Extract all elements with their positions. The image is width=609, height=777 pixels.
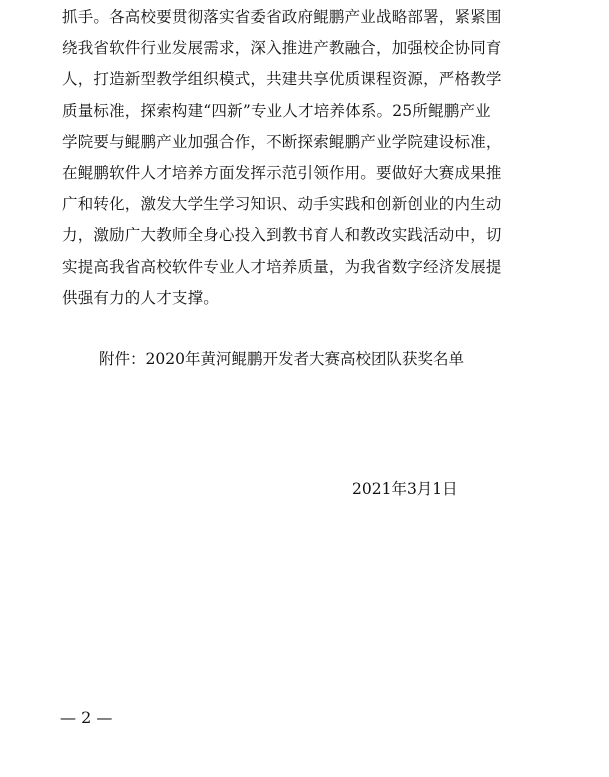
body-paragraph bbox=[62, 2, 562, 314]
body-line: 力，激励广大教师全身心投入到教书育人和教改实践活动中，切 bbox=[62, 226, 502, 245]
body-line: 实提高我省高校软件专业人才培养质量，为我省数字经济发展提 bbox=[62, 257, 502, 276]
body-line: 绕我省软件行业发展需求，深入推进产教融合，加强校企协同育 bbox=[62, 39, 502, 58]
body-line: 抓手。各高校要贯彻落实省委省政府鲲鹏产业战略部署，紧紧围 bbox=[62, 8, 502, 26]
page-number: — 2 — bbox=[60, 708, 113, 727]
body-line: 质量标准，探索构建“四新”专业人才培养体系。25所鲲鹏产业 bbox=[62, 101, 491, 120]
attachment-line: 附件：2020年黄河鲲鹏开发者大赛高校团队获奖名单 bbox=[99, 350, 464, 368]
body-line: 在鲲鹏软件人才培养方面发挥示范引领作用。要做好大赛成果推 bbox=[62, 163, 502, 182]
body-line: 供强有力的人才支撑。 bbox=[62, 288, 220, 307]
body-line: 学院要与鲲鹏产业加强合作，不断探索鲲鹏产业学院建设标准， bbox=[62, 132, 502, 151]
document-date: 2021年3月1日 bbox=[352, 480, 458, 498]
body-line: 广和转化，激发大学生学习知识、动手实践和创新创业的内生动 bbox=[62, 195, 502, 214]
body-line: 人，打造新型教学组织模式，共建共享优质课程资源，严格教学 bbox=[62, 70, 502, 89]
